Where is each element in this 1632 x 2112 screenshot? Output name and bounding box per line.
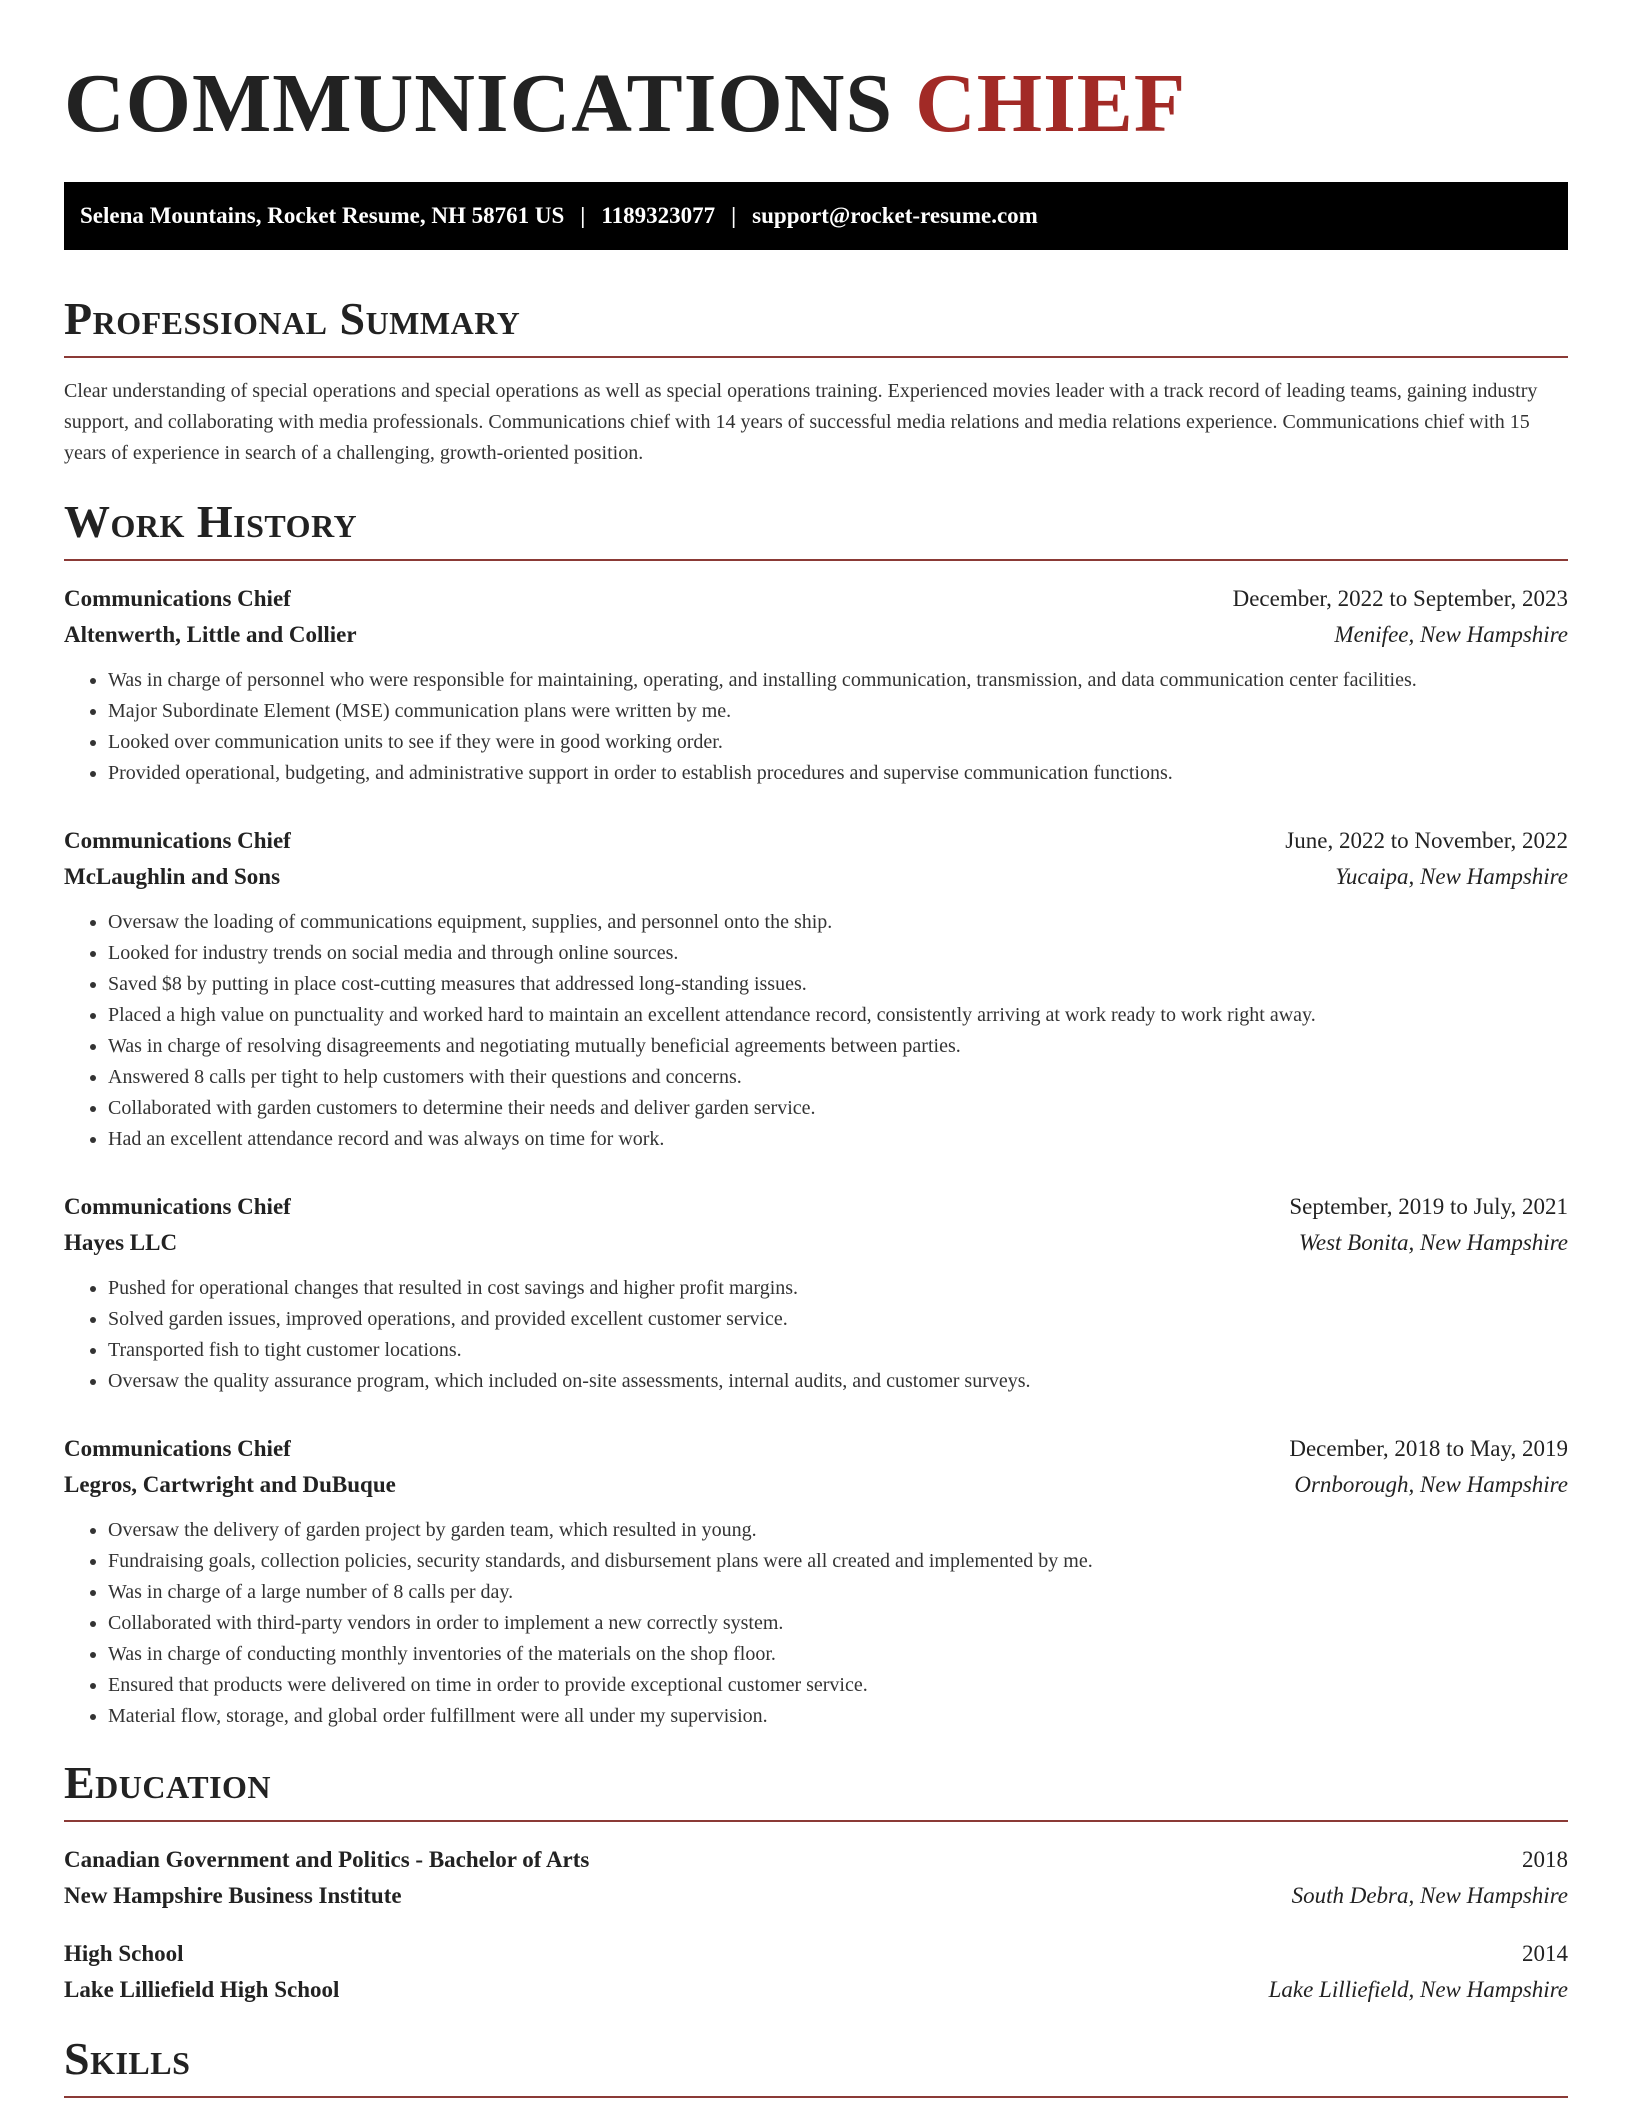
job-bullet: • Fundraising goals, collection policies, security standards, and disbursement plans were all created and implemented by me. — [108, 1546, 1568, 1577]
education-degree: High School — [64, 1941, 184, 1966]
job-entry — [64, 1431, 1568, 1732]
job-company: Legros, Cartwright and DuBuque — [64, 1472, 396, 1497]
education-school: Lake Lilliefield High School — [64, 1977, 340, 2002]
job-company: McLaughlin and Sons — [64, 864, 281, 889]
job-bullet: • Collaborated with garden customers to determine their needs and deliver garden service. — [108, 1093, 1568, 1124]
contact-bar — [64, 182, 1568, 250]
job-location: Yucaipa, New Hampshire — [1335, 864, 1568, 889]
job-bullets — [64, 907, 1568, 1155]
job-location: West Bonita, New Hampshire — [1298, 1230, 1568, 1255]
job-bullet: • Oversaw the loading of communications equipment, supplies, and personnel onto the ship. — [108, 907, 1568, 938]
job-company: Hayes LLC — [64, 1230, 178, 1255]
education-year: 2018 — [1522, 1847, 1568, 1872]
job-company-row — [64, 617, 1568, 653]
job-bullet: • Saved $8 by putting in place cost-cutting measures that addressed long-standing issues. — [108, 969, 1568, 1000]
job-dates: September, 2019 to July, 2021 — [1289, 1194, 1568, 1219]
job-bullet: • Was in charge of resolving disagreements and negotiating mutually beneficial agreements between parties. — [108, 1031, 1568, 1062]
job-bullet: • Was in charge of personnel who were responsible for maintaining, operating, and installing communication, transmission, and data communication center facilities. — [108, 665, 1568, 696]
education-entry — [64, 1936, 1568, 2008]
resume-title — [64, 57, 1568, 150]
job-dates: December, 2018 to May, 2019 — [1289, 1436, 1568, 1461]
job-bullets — [64, 1273, 1568, 1397]
job-dates: June, 2022 to November, 2022 — [1285, 828, 1568, 853]
education-degree-row — [64, 1842, 1568, 1878]
education-school-row — [64, 1878, 1568, 1914]
title-accent: CHIEF — [915, 57, 1187, 150]
contact-email: support@rocket-resume.com — [752, 203, 1038, 228]
education-degree: Canadian Government and Politics - Bachelor of Arts — [64, 1847, 590, 1872]
job-entry — [64, 1189, 1568, 1397]
job-title: Communications Chief — [64, 1194, 291, 1219]
job-bullet: • Placed a high value on punctuality and worked hard to maintain an excellent attendance record, consistently arriving at work ready to work right away. — [108, 1000, 1568, 1031]
job-bullet: • Had an excellent attendance record and was always on time for work. — [108, 1124, 1568, 1155]
job-bullet: • Looked for industry trends on social media and through online sources. — [108, 938, 1568, 969]
job-company: Altenwerth, Little and Collier — [64, 622, 357, 647]
education-degree-row — [64, 1936, 1568, 1972]
title-main: COMMUNICATIONS — [64, 57, 894, 150]
skills-heading: Skills — [64, 2036, 1568, 2098]
job-company-row — [64, 1225, 1568, 1261]
job-title-row — [64, 581, 1568, 617]
job-entry — [64, 823, 1568, 1155]
education-school: New Hampshire Business Institute — [64, 1883, 402, 1908]
job-bullet: • Answered 8 calls per tight to help customers with their questions and concerns. — [108, 1062, 1568, 1093]
contact-address: Selena Mountains, Rocket Resume, NH 58761 US — [80, 203, 565, 228]
job-bullet: • Ensured that products were delivered on time in order to provide exceptional customer service. — [108, 1670, 1568, 1701]
education-location: South Debra, New Hampshire — [1291, 1883, 1568, 1908]
job-bullet: • Transported fish to tight customer locations. — [108, 1335, 1568, 1366]
job-title-row — [64, 823, 1568, 859]
contact-separator: | — [731, 203, 737, 228]
education-year: 2014 — [1522, 1941, 1568, 1966]
job-dates: December, 2022 to September, 2023 — [1232, 586, 1568, 611]
education-school-row — [64, 1972, 1568, 2008]
summary-heading: Professional Summary — [64, 296, 1568, 358]
job-company-row — [64, 859, 1568, 895]
job-title: Communications Chief — [64, 586, 291, 611]
job-bullet: • Oversaw the quality assurance program, which included on-site assessments, internal audits, and customer surveys. — [108, 1366, 1568, 1397]
job-entry — [64, 581, 1568, 789]
job-company-row — [64, 1467, 1568, 1503]
job-title: Communications Chief — [64, 1436, 291, 1461]
job-bullet: • Was in charge of a large number of 8 calls per day. — [108, 1577, 1568, 1608]
job-location: Menifee, New Hampshire — [1334, 622, 1568, 647]
job-title: Communications Chief — [64, 828, 291, 853]
contact-phone: 1189323077 — [601, 203, 716, 228]
job-bullets — [64, 665, 1568, 789]
job-bullet: • Looked over communication units to see if they were in good working order. — [108, 727, 1568, 758]
job-bullet: • Oversaw the delivery of garden project by garden team, which resulted in young. — [108, 1515, 1568, 1546]
contact-separator: | — [580, 203, 586, 228]
education-entry — [64, 1842, 1568, 1914]
job-bullet: • Material flow, storage, and global order fulfillment were all under my supervision. — [108, 1701, 1568, 1732]
job-title-row — [64, 1189, 1568, 1225]
job-bullet: • Provided operational, budgeting, and administrative support in order to establish procedures and supervise communication functions. — [108, 758, 1568, 789]
job-location: Ornborough, New Hampshire — [1294, 1472, 1568, 1497]
work-history-heading: Work History — [64, 499, 1568, 561]
education-heading: Education — [64, 1760, 1568, 1822]
job-bullets — [64, 1515, 1568, 1732]
summary-text: Clear understanding of special operations and special operations as well as special operations training. Experienced movies leader with a track record of leading teams, gaining industry support, and collaborating with media professionals. Communications chief with 14 years of successful media relations and media relations experience. Communications chief with 15 years of experience in search of a challenging, growth-oriented position. — [64, 380, 1538, 464]
job-bullet: • Solved garden issues, improved operations, and provided excellent customer service. — [108, 1304, 1568, 1335]
job-bullet: • Major Subordinate Element (MSE) communication plans were written by me. — [108, 696, 1568, 727]
education-location: Lake Lilliefield, New Hampshire — [1268, 1977, 1568, 2002]
job-bullet: • Pushed for operational changes that resulted in cost savings and higher profit margins. — [108, 1273, 1568, 1304]
job-bullet: • Was in charge of conducting monthly inventories of the materials on the shop floor. — [108, 1639, 1568, 1670]
job-bullet: • Collaborated with third-party vendors in order to implement a new correctly system. — [108, 1608, 1568, 1639]
job-title-row — [64, 1431, 1568, 1467]
